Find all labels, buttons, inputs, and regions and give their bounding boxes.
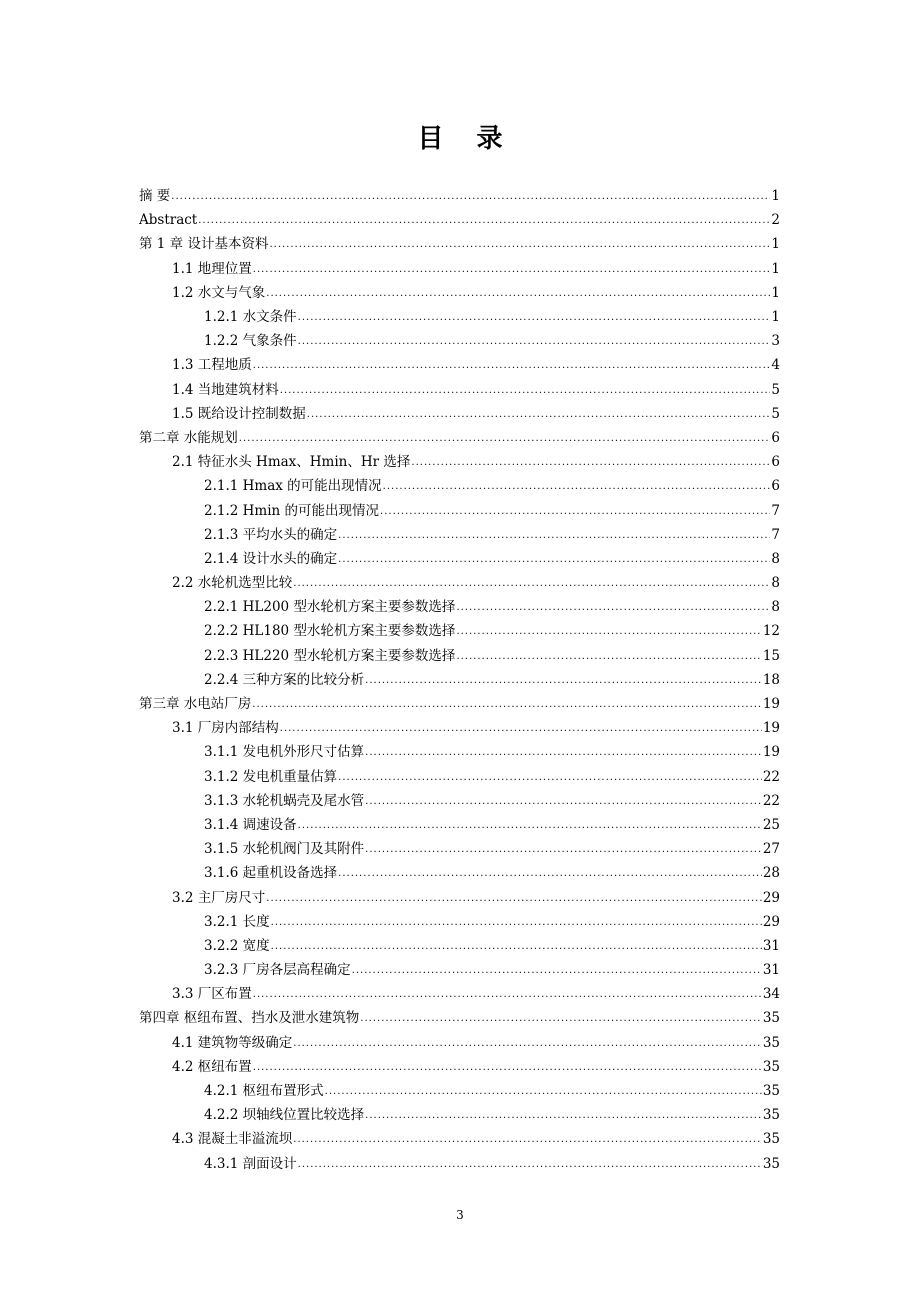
toc-dot-leader (252, 692, 762, 716)
toc-entry[interactable] (139, 958, 780, 982)
toc-dot-leader (298, 813, 762, 837)
toc-entry-page: 1 (771, 284, 780, 301)
toc-dot-leader (298, 1152, 762, 1176)
toc-dot-leader (253, 353, 771, 377)
toc-dot-leader (383, 474, 771, 498)
toc-entry-page: 35 (762, 1010, 780, 1027)
toc-entry-label: 2.1 特征水头 Hmax、Hmin、Hr 选择 (172, 454, 411, 471)
toc-entry-label: 4.2 枢纽布置 (172, 1058, 252, 1075)
toc-dot-leader (411, 450, 770, 474)
toc-dot-leader (360, 1006, 762, 1030)
toc-entry[interactable] (139, 910, 780, 934)
toc-entry-label: 2.2.3 HL220 型水轮机方案主要参数选择 (204, 647, 456, 664)
toc-entry-label: 3.1.3 水轮机蜗壳及尾水管 (204, 792, 365, 809)
toc-entry-page: 35 (762, 1155, 780, 1172)
toc-entry[interactable] (139, 1006, 780, 1030)
toc-entry-page: 29 (762, 889, 780, 906)
toc-entry[interactable] (139, 450, 780, 474)
toc-entry[interactable] (139, 426, 780, 450)
toc-dot-leader (338, 547, 770, 571)
toc-entry[interactable] (139, 982, 780, 1006)
toc-entry[interactable] (139, 353, 780, 377)
toc-entry-label: 1.1 地理位置 (172, 260, 252, 277)
toc-dot-leader (253, 257, 771, 281)
toc-entry-page: 12 (762, 623, 780, 640)
toc-entry[interactable] (139, 498, 780, 522)
toc-entry-label: 第二章 水能规划 (139, 429, 238, 446)
toc-entry[interactable] (139, 934, 780, 958)
toc-entry[interactable] (139, 329, 780, 353)
toc-entry-page: 27 (762, 841, 780, 858)
toc-entry-label: 3.1.1 发电机外形尺寸估算 (204, 744, 365, 761)
toc-entry-page: 22 (762, 792, 780, 809)
toc-entry-label: 3.2.3 厂房各层高程确定 (204, 962, 351, 979)
toc-entry[interactable] (139, 861, 780, 885)
toc-dot-leader (365, 1103, 762, 1127)
toc-entry[interactable] (139, 232, 780, 256)
toc-entry-label: 2.1.1 Hmax 的可能出现情况 (204, 478, 382, 495)
toc-entry-page: 31 (762, 962, 780, 979)
toc-entry-label: 2.1.3 平均水头的确定 (204, 526, 338, 543)
toc-entry[interactable] (139, 740, 780, 764)
toc-dot-leader (271, 910, 762, 934)
toc-entry[interactable] (139, 644, 780, 668)
toc-entry-page: 35 (762, 1083, 780, 1100)
toc-entry-page: 35 (762, 1131, 780, 1148)
toc-entry-label: 2.1.4 设计水头的确定 (204, 550, 338, 567)
toc-entry[interactable] (139, 547, 780, 571)
toc-entry-label: 4.3 混凝土非溢流坝 (172, 1131, 293, 1148)
toc-entry-page: 1 (771, 309, 780, 326)
toc-entry-label: 1.5 既给设计控制数据 (172, 405, 306, 422)
toc-entry[interactable] (139, 885, 780, 909)
toc-entry[interactable] (139, 208, 780, 232)
toc-title: 目 录 (417, 124, 515, 154)
toc-entry-label: 3.2.2 宽度 (204, 937, 270, 954)
toc-entry[interactable] (139, 619, 780, 643)
page-number: 3 (456, 1208, 464, 1222)
toc-entry-page: 1 (771, 260, 780, 277)
toc-entry-label: 1.2.1 水文条件 (204, 309, 297, 326)
toc-entry-label: 2.2 水轮机选型比较 (172, 575, 293, 592)
toc-entry-page: 35 (762, 1107, 780, 1124)
toc-entry[interactable] (139, 716, 780, 740)
toc-dot-leader (293, 571, 770, 595)
toc-entry-label: 4.1 建筑物等级确定 (172, 1034, 293, 1051)
toc-entry-page: 18 (762, 671, 780, 688)
toc-dot-leader (456, 595, 770, 619)
toc-entry[interactable] (139, 184, 780, 208)
toc-entry-label: 3.2 主厂房尺寸 (172, 889, 266, 906)
toc-entry[interactable] (139, 281, 780, 305)
toc-entry-label: 第 1 章 设计基本资料 (139, 236, 269, 253)
toc-entry-page: 25 (762, 816, 780, 833)
toc-entry-label: 4.2.2 坝轴线位置比较选择 (204, 1107, 365, 1124)
toc-entry-page: 6 (771, 429, 780, 446)
toc-entry-page: 4 (771, 357, 780, 374)
toc-dot-leader (365, 668, 762, 692)
toc-dot-leader (280, 378, 771, 402)
toc-entry[interactable] (139, 765, 780, 789)
toc-entry[interactable] (139, 668, 780, 692)
toc-entry-page: 1 (771, 188, 780, 205)
toc-entry[interactable] (139, 595, 780, 619)
toc-dot-leader (456, 644, 761, 668)
toc-dot-leader (380, 499, 770, 523)
toc-dot-leader (338, 861, 762, 885)
toc-entry-label: 2.2.2 HL180 型水轮机方案主要参数选择 (204, 623, 456, 640)
toc-entry[interactable] (139, 474, 780, 498)
toc-dot-leader (239, 426, 771, 450)
toc-entry-page: 8 (771, 599, 780, 616)
toc-entry-label: 第四章 枢纽布置、挡水及泄水建筑物 (139, 1010, 360, 1027)
toc-entry-label: 3.2.1 长度 (204, 913, 270, 930)
toc-entry-page: 34 (762, 986, 780, 1003)
toc-entry-page: 29 (762, 913, 780, 930)
toc-entry-label: 第三章 水电站厂房 (139, 696, 252, 713)
toc-entry-label: 3.3 厂区布置 (172, 986, 252, 1003)
toc-entry-page: 6 (771, 454, 780, 471)
toc-dot-leader (365, 740, 762, 764)
toc-dot-leader (266, 281, 770, 305)
toc-entry-page: 3 (771, 333, 780, 350)
toc-entry[interactable] (139, 789, 780, 813)
toc-entry-label: 3.1 厂房内部结构 (172, 720, 279, 737)
toc-dot-leader (298, 305, 771, 329)
toc-entry-page: 28 (762, 865, 780, 882)
toc-entry-page: 31 (762, 937, 780, 954)
toc-entry-label: 1.2.2 气象条件 (204, 333, 297, 350)
toc-dot-leader (338, 765, 762, 789)
toc-dot-leader (365, 837, 762, 861)
toc-entry-label: 3.1.4 调速设备 (204, 816, 297, 833)
toc-dot-leader (293, 1127, 762, 1151)
toc-entry[interactable] (139, 813, 780, 837)
toc-entry[interactable] (139, 1031, 780, 1055)
toc-entry[interactable] (139, 523, 780, 547)
toc-entry-page: 35 (762, 1058, 780, 1075)
toc-entry[interactable] (139, 1055, 780, 1079)
toc-dot-leader (171, 184, 770, 208)
toc-entry[interactable] (139, 257, 780, 281)
toc-entry-page: 19 (762, 720, 780, 737)
toc-dot-leader (325, 1079, 762, 1103)
toc-entry[interactable] (139, 1103, 780, 1127)
toc-entry-label: Abstract (139, 212, 198, 229)
toc-entry[interactable] (139, 1127, 780, 1151)
toc-entry[interactable] (139, 402, 780, 426)
toc-dot-leader (271, 934, 762, 958)
toc-dot-leader (280, 716, 762, 740)
toc-entry-page: 2 (771, 212, 780, 229)
toc-dot-leader (253, 1055, 762, 1079)
toc-entry-page: 6 (771, 478, 780, 495)
toc-entry[interactable] (139, 692, 780, 716)
toc-dot-leader (269, 232, 770, 256)
toc-entry-page: 5 (771, 405, 780, 422)
toc-dot-leader (266, 886, 762, 910)
toc-entry-page: 1 (771, 236, 780, 253)
toc-entry-label: 3.1.5 水轮机阀门及其附件 (204, 841, 365, 858)
toc-entry[interactable] (139, 1152, 780, 1176)
toc-entry-label: 3.1.6 起重机设备选择 (204, 865, 338, 882)
toc-entry-label: 2.2.4 三种方案的比较分析 (204, 671, 365, 688)
toc-entry-page: 8 (771, 575, 780, 592)
toc-entry-label: 1.4 当地建筑材料 (172, 381, 279, 398)
toc-entry-page: 35 (762, 1034, 780, 1051)
toc-dot-leader (352, 958, 762, 982)
toc-dot-leader (298, 329, 771, 353)
toc-entry[interactable] (139, 305, 780, 329)
toc-entry-label: 摘 要 (139, 188, 171, 205)
toc-entry-label: 1.2 水文与气象 (172, 284, 266, 301)
toc-entry-page: 8 (771, 550, 780, 567)
toc-entry-label: 4.2.1 枢纽布置形式 (204, 1083, 324, 1100)
table-of-contents (139, 184, 780, 1176)
toc-entry-label: 4.3.1 剖面设计 (204, 1155, 297, 1172)
toc-dot-leader (456, 619, 761, 643)
toc-dot-leader (198, 208, 770, 232)
toc-dot-leader (293, 1031, 762, 1055)
toc-entry-page: 19 (762, 696, 780, 713)
toc-entry[interactable] (139, 378, 780, 402)
toc-dot-leader (365, 789, 762, 813)
toc-entry-label: 2.1.2 Hmin 的可能出现情况 (204, 502, 380, 519)
toc-entry[interactable] (139, 571, 780, 595)
toc-entry[interactable] (139, 1079, 780, 1103)
toc-dot-leader (338, 523, 770, 547)
toc-entry-page: 19 (762, 744, 780, 761)
toc-entry-page: 5 (771, 381, 780, 398)
toc-entry-page: 15 (762, 647, 780, 664)
toc-entry-label: 1.3 工程地质 (172, 357, 252, 374)
toc-entry[interactable] (139, 837, 780, 861)
toc-entry-label: 3.1.2 发电机重量估算 (204, 768, 338, 785)
toc-entry-page: 7 (771, 502, 780, 519)
toc-entry-page: 7 (771, 526, 780, 543)
toc-entry-page: 22 (762, 768, 780, 785)
toc-dot-leader (307, 402, 771, 426)
toc-dot-leader (253, 982, 762, 1006)
toc-entry-label: 2.2.1 HL200 型水轮机方案主要参数选择 (204, 599, 456, 616)
